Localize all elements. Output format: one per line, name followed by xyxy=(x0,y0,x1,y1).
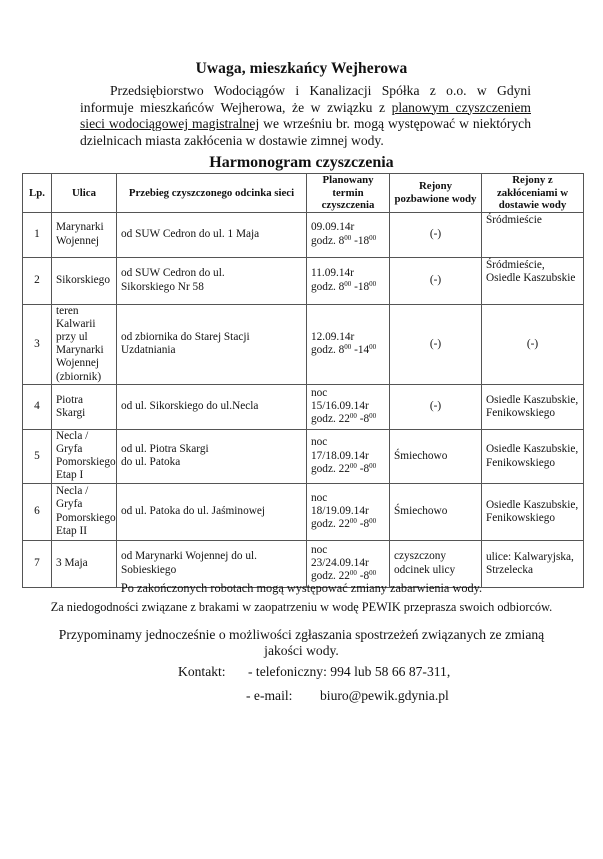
cell-termin: noc 15/16.09.14r godz. $22^{00}$ $-8^{00}$ xyxy=(307,384,390,429)
notice-title: Uwaga, mieszkańcy Wejherowa xyxy=(195,60,408,77)
reminder-line-2: jakości wody. xyxy=(264,643,339,658)
cell-termin: 09.09.14r godz. $8^{00}$ $-18^{00}$ xyxy=(307,212,390,257)
cell-przebieg: od zbiornika do Starej Stacji Uzdatniania xyxy=(117,304,307,384)
cell-termin: noc 17/18.09.14r godz. $22^{00}$ $-8^{00}$ xyxy=(307,429,390,483)
table-row xyxy=(23,483,584,540)
cell-zaklocenia: Śródmieście, Osiedle Kaszubskie xyxy=(482,257,584,304)
cell-przebieg: od SUW Cedron do ul. 1 Maja xyxy=(117,212,307,257)
hours-prefix: godz. xyxy=(311,518,339,531)
minutes-to: 00 xyxy=(369,461,377,470)
contact-phone: - telefoniczny: 994 lub 58 66 87-311, xyxy=(248,664,451,679)
intro-text-2: we wrześniu br. mogą występować w niektórych dzielnicach miasta zakłócenia w dostawie zimnej wody. xyxy=(80,116,531,148)
color-change-notice: Po zakończonych robotach mogą występować zmiany zabarwienia wody. xyxy=(120,581,483,595)
cell-lp: 4 xyxy=(23,384,52,429)
table-row xyxy=(23,257,584,304)
cell-przebieg: od ul. Sikorskiego do ul.Necla xyxy=(117,384,307,429)
cell-zaklocenia: Śródmieście xyxy=(482,212,584,257)
cell-pozbawione: (-) xyxy=(390,257,482,304)
reminder-line-1: Przypominamy jednocześnie o możliwości zgłaszania spostrzeżeń związanych ze zmianą xyxy=(58,627,545,642)
header-lp: Lp. xyxy=(23,174,52,213)
hour-to: 8 xyxy=(363,462,370,475)
minutes-to: 00 xyxy=(369,343,377,352)
cell-lp: 7 xyxy=(23,540,52,587)
table-row xyxy=(23,212,584,257)
hour-from: 22 xyxy=(338,413,350,426)
table-row xyxy=(23,540,584,587)
cell-lp: 6 xyxy=(23,483,52,540)
header-ulica: Ulica xyxy=(52,174,117,213)
hour-to: 18 xyxy=(357,280,370,293)
cell-pozbawione: czyszczony odcinek ulicy xyxy=(390,540,482,587)
cell-pozbawione: (-) xyxy=(390,212,482,257)
cell-ulica: 3 Maja xyxy=(52,540,117,587)
hours-prefix: godz. xyxy=(311,462,339,475)
hour-from: 8 xyxy=(338,280,345,293)
minutes-to: 00 xyxy=(369,517,377,526)
minutes-from: 00 xyxy=(344,343,352,352)
term-date: noc 18/19.09.14r xyxy=(311,491,369,517)
cell-pozbawione: (-) xyxy=(390,304,482,384)
cell-przebieg: od ul. Patoka do ul. Jaśminowej xyxy=(117,483,307,540)
term-date: noc 15/16.09.14r xyxy=(311,386,369,413)
cell-pozbawione: Śmiechowo xyxy=(390,483,482,540)
cell-zaklocenia: Osiedle Kaszubskie, Fenikowskiego xyxy=(482,483,584,540)
minutes-from: 00 xyxy=(344,233,352,242)
hours-prefix: godz. xyxy=(311,413,339,426)
minutes-to: 00 xyxy=(369,233,377,242)
intro-underlined-text: planowym czyszczeniem sieci wodociągowej magistralnej xyxy=(80,99,531,131)
term-date: noc 17/18.09.14r xyxy=(311,436,369,462)
header-pozbawione: Rejony pozbawione wody xyxy=(390,174,482,213)
table-row xyxy=(23,429,584,483)
hour-to: 8 xyxy=(363,413,370,426)
term-date: 11.09.14r xyxy=(311,267,354,280)
minutes-from: 00 xyxy=(349,569,357,578)
cell-przebieg: od SUW Cedron do ul. Sikorskiego Nr 58 xyxy=(117,257,307,304)
minutes-to: 00 xyxy=(369,279,377,288)
cell-termin: 12.09.14r godz. $8^{00}$ $-14^{00}$ xyxy=(307,304,390,384)
minutes-to: 00 xyxy=(369,569,377,578)
contact-email-link[interactable]: biuro@pewik.gdynia.pl xyxy=(320,688,449,703)
hour-from: 8 xyxy=(338,234,345,247)
hours-prefix: godz. xyxy=(311,344,339,357)
intro-text-1: Przedsiębiorstwo Wodociągów i Kanalizacji Spółka z o.o. w Gdyni informuje mieszkańców Wejherowa, że w związku z xyxy=(80,83,531,115)
minutes-from: 00 xyxy=(349,517,357,526)
cell-zaklocenia: Osiedle Kaszubskie, Fenikowskiego xyxy=(482,384,584,429)
minutes-to: 00 xyxy=(369,412,377,421)
hours-prefix: godz. xyxy=(311,570,339,583)
cell-zaklocenia: (-) xyxy=(482,304,584,384)
hour-from: 22 xyxy=(338,518,350,531)
cell-ulica: Marynarki Wojennej xyxy=(52,212,117,257)
hour-from: 22 xyxy=(338,462,350,475)
reminder-notice xyxy=(0,627,603,659)
header-zaklocenia: Rejony z zakłóceniami w dostawie wody xyxy=(482,174,584,213)
cell-ulica: Sikorskiego xyxy=(52,257,117,304)
table-row xyxy=(23,384,584,429)
cell-ulica: Necla / Gryfa Pomorskiego Etap I xyxy=(52,429,117,483)
hour-to: 8 xyxy=(363,518,370,531)
term-date: 12.09.14r xyxy=(311,330,355,343)
term-date: noc 23/24.09.14r xyxy=(311,543,369,569)
contact-email-label: - e-mail: xyxy=(246,688,293,703)
intro-paragraph xyxy=(80,83,531,149)
cell-lp: 1 xyxy=(23,212,52,257)
cell-lp: 3 xyxy=(23,304,52,384)
header-przebieg: Przebieg czyszczonego odcinka sieci xyxy=(117,174,307,213)
hours-prefix: godz. xyxy=(311,280,339,293)
schedule-title: Harmonogram czyszczenia xyxy=(209,154,394,171)
term-date: 09.09.14r xyxy=(311,221,355,234)
table-row xyxy=(23,304,584,384)
cell-lp: 5 xyxy=(23,429,52,483)
cell-zaklocenia: ulice: Kalwaryjska, Strzelecka xyxy=(482,540,584,587)
cell-termin: noc 18/19.09.14r godz. $22^{00}$ $-8^{00}$ xyxy=(307,483,390,540)
cell-ulica: teren Kalwarii przy ul Marynarki Wojennej (zbiornik) xyxy=(52,304,117,384)
hours-prefix: godz. xyxy=(311,234,339,247)
hour-from: 8 xyxy=(338,344,345,357)
minutes-from: 00 xyxy=(349,412,357,421)
cell-pozbawione: Śmiechowo xyxy=(390,429,482,483)
cell-lp: 2 xyxy=(23,257,52,304)
hour-to: 8 xyxy=(363,570,370,583)
cell-termin: 11.09.14r godz. $8^{00}$ $-18^{00}$ xyxy=(307,257,390,304)
cell-termin: noc 23/24.09.14r godz. $22^{00}$ $-8^{00}$ xyxy=(307,540,390,587)
cell-zaklocenia: Osiedle Kaszubskie, Fenikowskiego xyxy=(482,429,584,483)
table-header-row xyxy=(23,174,584,213)
cell-przebieg: od Marynarki Wojennej do ul. Sobieskiego xyxy=(117,540,307,587)
cell-pozbawione: (-) xyxy=(390,384,482,429)
cell-przebieg: od ul. Piotra Skargi do ul. Patoka xyxy=(117,429,307,483)
apology-notice: Za niedogodności związane z brakami w zaopatrzeniu w wodę PEWIK przeprasza swoich odbiorców. xyxy=(50,600,553,614)
minutes-from: 00 xyxy=(344,279,352,288)
schedule-table xyxy=(22,173,584,588)
header-termin: Planowany termin czyszczenia xyxy=(307,174,390,213)
hour-from: 22 xyxy=(338,570,350,583)
cell-ulica: Necla / Gryfa Pomorskiego Etap II xyxy=(52,483,117,540)
cell-ulica: Piotra Skargi xyxy=(52,384,117,429)
contact-label: Kontakt: xyxy=(178,664,226,679)
minutes-from: 00 xyxy=(349,461,357,470)
hour-to: 18 xyxy=(357,234,370,247)
hour-to: 14 xyxy=(357,344,370,357)
